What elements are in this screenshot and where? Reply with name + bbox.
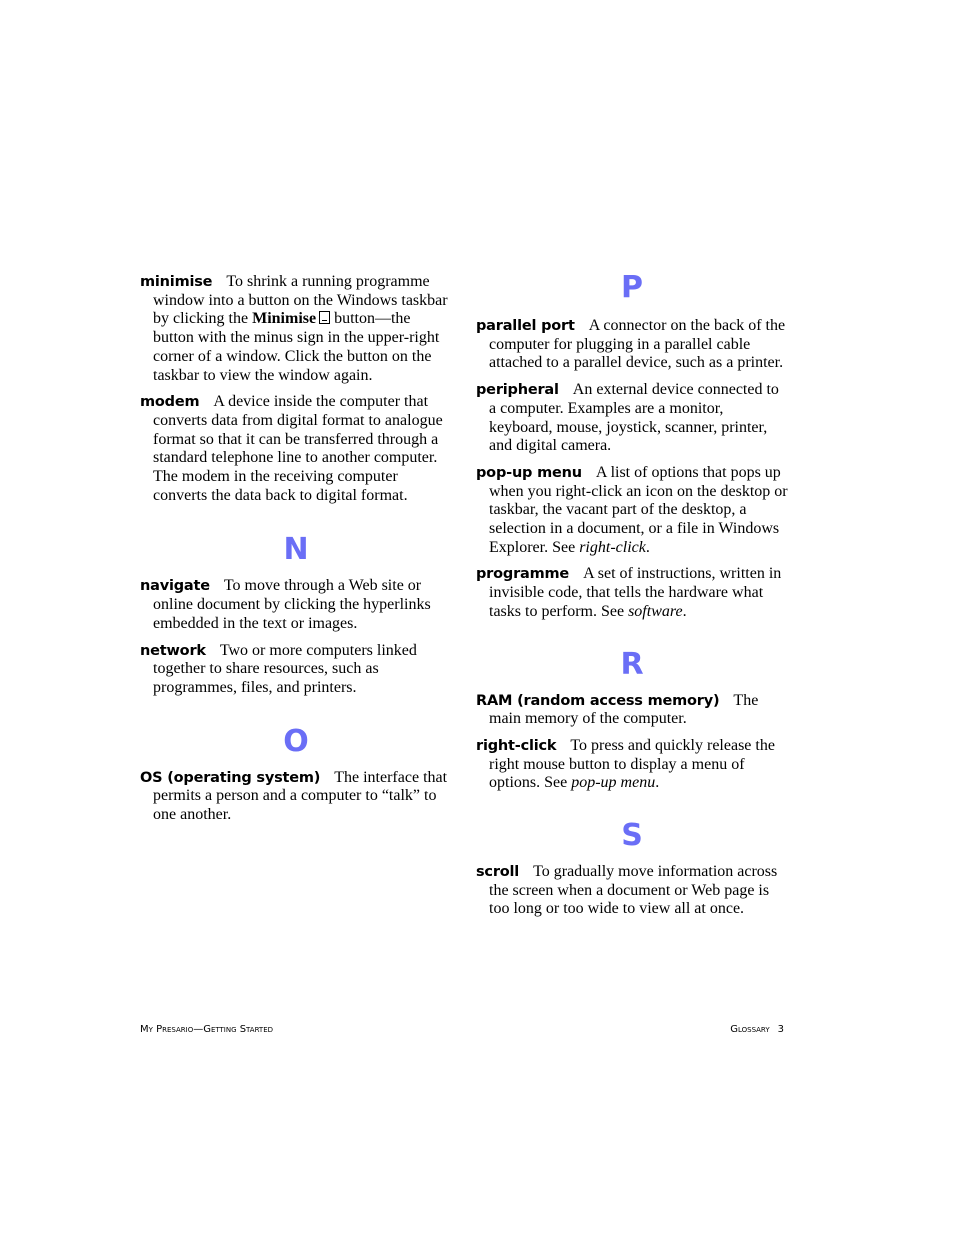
definition: To shrink a running programme window into a button on the Windows taskbar by clicking the: [153, 273, 448, 328]
term: OS (operating system): [140, 769, 321, 786]
definition-end: .: [682, 602, 687, 620]
definition: A connector on the back of the computer for plugging in a parallel cable attached to a parallel device, such as a printer.: [489, 317, 786, 372]
right-column: [476, 270, 788, 927]
cross-reference: right-click: [579, 538, 646, 556]
cross-reference: software: [628, 602, 683, 620]
definition: The main memory of the computer.: [489, 691, 759, 728]
section-letter-s: S: [621, 818, 643, 854]
term: programme: [476, 566, 570, 583]
definition: A set of instructions, written in invisible code, that tells the hardware what tasks to perform. See: [489, 565, 782, 620]
glossary-entry-programme: [476, 565, 788, 621]
glossary-entry-popup-menu: [476, 464, 788, 558]
glossary-entry-navigate: [140, 577, 452, 633]
footer-book-title: My Presario—Getting Started: [140, 1024, 274, 1035]
definition: A device inside the computer that converts data from digital format to analogue format so that it can be transferred through a standard telephone line to another computer. The modem in the receiving computer converts the data back to digital format.: [153, 393, 443, 504]
cross-reference: pop-up menu: [571, 774, 656, 792]
definition-end: .: [645, 538, 650, 556]
definition: The interface that permits a person and a computer to “talk” to one another.: [153, 768, 448, 824]
minimise-icon: [319, 311, 330, 324]
definition-bold: Minimise: [252, 310, 317, 328]
section-letter-n: N: [283, 532, 309, 568]
term: scroll: [476, 864, 520, 881]
page-number: 3: [777, 1024, 784, 1035]
section-letter-r: R: [620, 646, 644, 682]
definition: Two or more computers linked together to share resources, such as programmes, files, and printers.: [153, 641, 417, 696]
term: network: [140, 642, 206, 659]
section-letter-p: P: [621, 270, 643, 305]
glossary-entry-peripheral: [476, 381, 788, 456]
term: minimise: [140, 274, 213, 290]
term: peripheral: [476, 382, 559, 399]
section-letter-o: O: [283, 723, 309, 759]
glossary-entry-ram: [476, 692, 788, 729]
term: pop-up menu: [476, 464, 582, 481]
definition: To move through a Web site or online document by clicking the hyperlinks embedded in the text or images.: [153, 577, 431, 632]
definition-end: .: [655, 774, 660, 792]
term: modem: [140, 394, 200, 411]
glossary-entry-os: [140, 769, 452, 825]
definition: button—the button with the minus sign in the upper-right corner of a window. Click the button on the taskbar to view the window again.: [153, 310, 440, 384]
definition: A list of options that pops up when you right-click an icon on the desktop or taskbar, the vacant part of the desktop, a selection in a document, or a file in Windows Explorer. See: [489, 463, 788, 556]
left-column: [140, 273, 452, 833]
definition: An external device connected to a computer. Examples are a monitor, keyboard, mouse, joystick, scanner, printer, and digital camera.: [489, 381, 779, 455]
term: navigate: [140, 578, 210, 595]
glossary-entry-minimise: [140, 273, 452, 385]
glossary-entry-parallel-port: [476, 317, 788, 373]
definition: To gradually move information across the screen when a document or Web page is too long or too wide to view all at once.: [489, 863, 778, 918]
footer-section: [730, 1024, 784, 1035]
footer-section-name: Glossary: [730, 1024, 770, 1035]
glossary-entry-right-click: [476, 737, 788, 793]
term: parallel port: [476, 318, 575, 334]
term: right-click: [476, 737, 557, 754]
glossary-entry-modem: [140, 393, 452, 505]
term: RAM (random access memory): [476, 692, 720, 709]
definition: To press and quickly release the right mouse button to display a menu of options. See: [489, 736, 775, 792]
glossary-entry-scroll: [476, 863, 788, 919]
glossary-entry-network: [140, 642, 452, 698]
